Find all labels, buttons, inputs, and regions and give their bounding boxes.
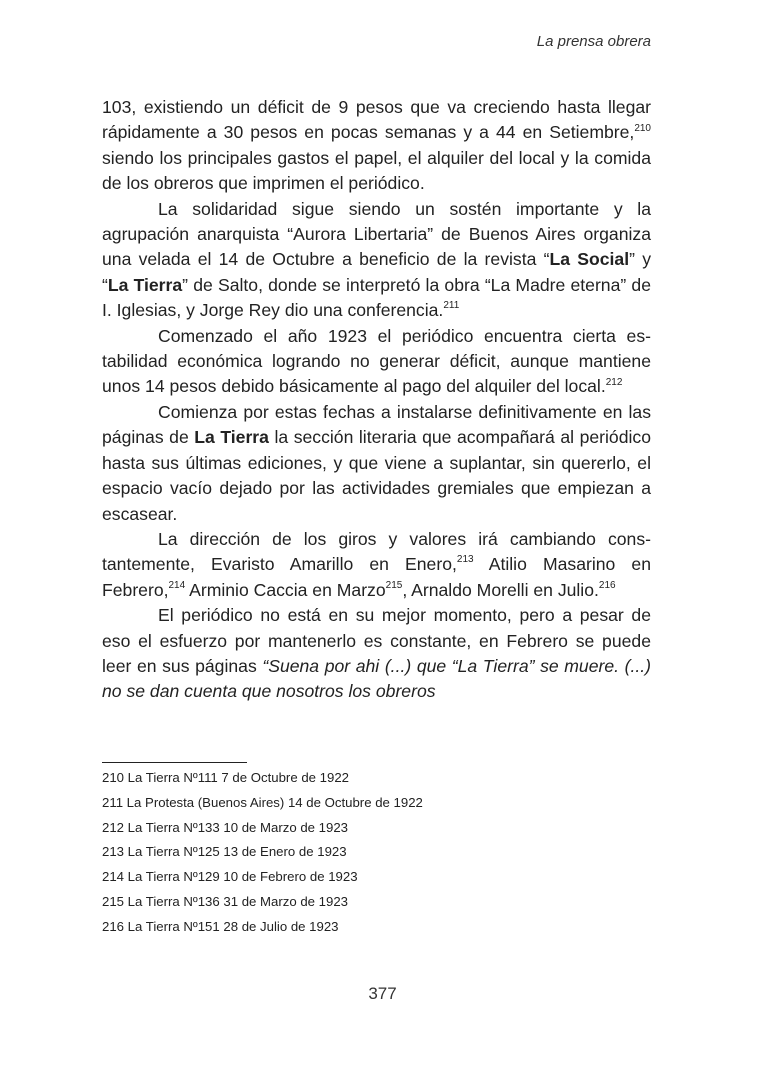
bold-title-la-tierra: La Tierra [194, 427, 269, 448]
text-run: El periódico no está en su mejor momento, pero a pesar de eso el esfuerzo por mantenerlo es constante, en Febrero se puede leer en sus páginas [102, 605, 651, 676]
running-header: La prensa obrera [536, 33, 651, 50]
bold-title-la-tierra: La Tierra [107, 274, 183, 295]
footnote-ref-215: 215 [385, 579, 403, 591]
footnote-ref-210: 210 [634, 122, 651, 134]
footnote-211: 211 La Protesta (Buenos Aires) 14 de Octubre de 1922 [102, 794, 423, 810]
text-run: La solidaridad sigue siendo un sostén importante y la agrupación anarquista “Aurora Libertaria” de Buenos Aires organiza una velada el 14 de Octubre a beneficio de la revista “ [102, 198, 651, 270]
text-run: ” de Salto, donde se interpretó la obra “La Madre eterna” de I. Iglesias, y Jorge Rey dio una conferencia. [102, 274, 651, 321]
text-run: , Arnaldo Morelli en Julio. [402, 579, 599, 600]
bold-title-la-social: La Social [549, 249, 630, 270]
text-run: 103, existiendo un déficit de 9 pesos que va creciendo hasta llegar rápidamente a 30 pesos en pocas semanas y a 44 en Setiembre, [102, 97, 651, 143]
text-run: siendo los principales gastos el papel, el alquiler del local y la comida de los obreros que imprimen el periódico. [102, 147, 651, 194]
footnote-215: 215 La Tierra Nº136 31 de Marzo de 1923 [102, 893, 349, 909]
text-run: la sección literaria que acompañará al periódico hasta sus últimas ediciones, y que viene a suplantar, sin quererlo, el espacio vacío dejado por las actividades gremiales que empiezan a escasear. [102, 427, 651, 524]
paragraph-5 [102, 527, 651, 603]
footnote-ref-213: 213 [456, 554, 474, 566]
page-number: 377 [368, 984, 397, 1003]
footnote-separator [102, 762, 247, 763]
footnote-212: 212 La Tierra Nº133 10 de Marzo de 1923 [102, 819, 349, 835]
text-run: Comienza por estas fechas a instalarse definitivamente en las páginas de [102, 401, 651, 448]
body-text [102, 95, 651, 705]
footnote-216: 216 La Tierra Nº151 28 de Julio de 1923 [102, 918, 339, 934]
text-run: Atilio Masarino en Febrero, [102, 554, 651, 600]
paragraph-6 [102, 603, 651, 705]
footnotes [102, 766, 651, 940]
footnote-214: 214 La Tierra Nº129 10 de Febrero de 1923 [102, 869, 358, 885]
paragraph-1 [102, 95, 651, 197]
footnote-210: 210 La Tierra Nº111 7 de Octubre de 1922 [102, 770, 349, 785]
paragraph-4 [102, 400, 651, 527]
footnote-ref-211: 211 [443, 300, 460, 312]
paragraph-2 [102, 197, 651, 324]
footnote-213: 213 La Tierra Nº125 13 de Enero de 1923 [102, 844, 347, 860]
text-run: La dirección de los giros y valores irá cambiando constantemente, Evaristo Amarillo en Enero, [102, 528, 651, 575]
footnote-ref-216: 216 [598, 579, 616, 591]
footnote-ref-214: 214 [168, 579, 186, 591]
text-run: Comenzado el año 1923 el periódico encuentra cierta estabilidad económica logrando no generar déficit, aunque mantiene unos 14 pesos debido básicamente al pago del alquiler del local. [102, 325, 651, 397]
text-run: Arminio Caccia en Marzo [185, 579, 386, 600]
quoted-italic-text: “Suena por ahi (...) que “La Tierra” se muere. (...) no se dan cuenta que nosotros los obreros [102, 655, 652, 702]
paragraph-3 [102, 324, 651, 400]
footnote-ref-212: 212 [605, 376, 623, 388]
text-run: ” y “ [102, 249, 651, 295]
